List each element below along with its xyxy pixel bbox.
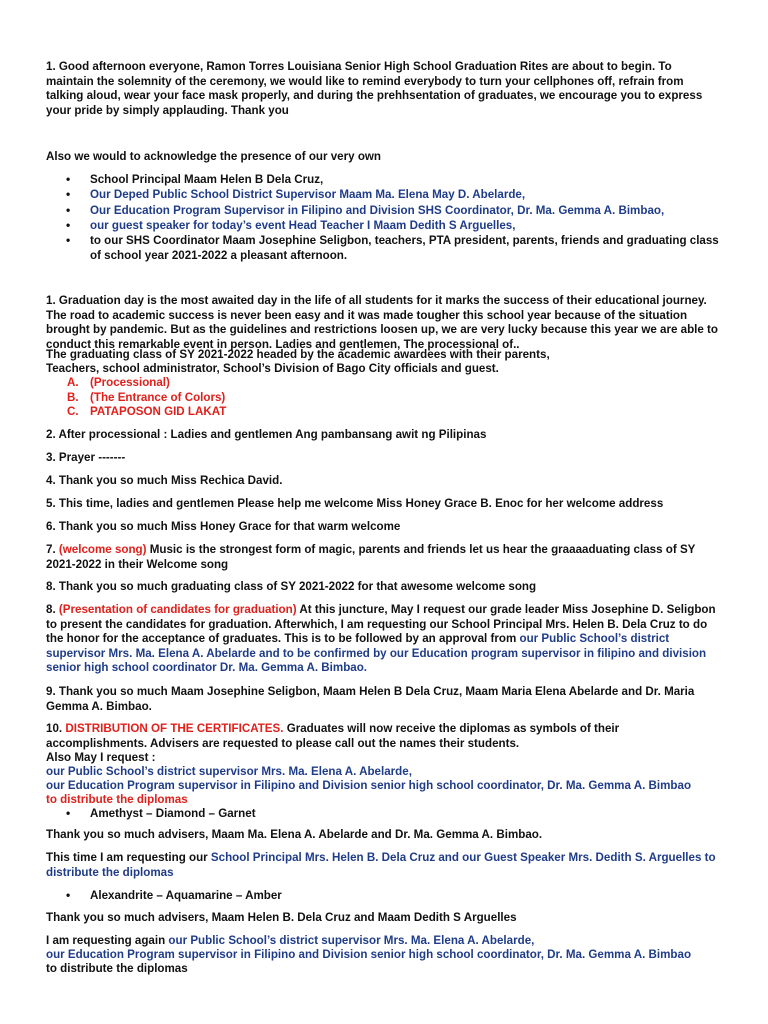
step-10: 10. DISTRIBUTION OF THE CERTIFICATES. Graduates will now receive the diplomas as symbols of their accomplishments. Advisers are requested to please call out the names their students. (46, 722, 620, 750)
step-10-request-line3: to distribute the diplomas (46, 793, 188, 806)
request-3-line3: to distribute the diplomas (46, 962, 188, 975)
list-item: • School Principal Maam Helen B Dela Cruz, (46, 172, 722, 187)
acknowledgement-list (46, 172, 722, 264)
step-2: 2. After processional : Ladies and gentlemen Ang pambansang awit ng Pilipinas (46, 428, 487, 441)
step-10-request-line1: our Public School’s district supervisor Mrs. Ma. Elena A. Abelarde, (46, 765, 412, 778)
step-6: 6. Thank you so much Miss Honey Grace for that warm welcome (46, 520, 401, 533)
list-item: A. (Processional) (67, 376, 170, 389)
section-list-1 (46, 806, 722, 821)
step-8-presentation: 8. (Presentation of candidates for graduation) At this juncture, May I request our grade leader Miss Josephine D. Seligbon to present the candidates for graduation. Afterwhich, I am requesting our School Principal Mrs. Helen B. Dela Cruz to do the honor for the acceptance of graduates. This is to be followed by an approval from our Public School’s district supervisor Mrs. Ma. Elena A. Abelarde and to be confirmed by our Education program supervisor in filipino and division senior high school coordinator Dr. Ma. Gemma A. Bimbao. (46, 603, 716, 675)
list-item: • Our Deped Public School District Supervisor Maam Ma. Elena May D. Abelarde, (46, 187, 722, 202)
graduation-paragraph-line3: Teachers, school administrator, School’s Division of Bago City officials and guest. (46, 362, 499, 375)
acknowledgement-intro: Also we would to acknowledge the presence of our very own (46, 150, 381, 163)
request-3: I am requesting again our Public School’s district supervisor Mrs. Ma. Elena A. Abelarde, (46, 934, 535, 947)
opening-paragraph: 1. Good afternoon everyone, Ramon Torres Louisiana Senior High School Graduation Rites are about to begin. To maintain the solemnity of the ceremony, we would like to remind everybody to turn your cellphones off, refrain from talking aloud, wear your face mask properly, and during the prehhsentation of graduates, we encourage you to express your pride by simply applauding. Thank you (46, 60, 703, 117)
step-4: 4. Thank you so much Miss Rechica David. (46, 474, 283, 487)
section-list-2 (46, 888, 722, 903)
list-item: • Our Education Program Supervisor in Filipino and Division SHS Coordinator, Dr. Ma. Gemma A. Bimbao, (46, 203, 722, 218)
list-item: B. (The Entrance of Colors) (67, 390, 226, 404)
graduation-paragraph: 1. Graduation day is the most awaited day in the life of all students for it marks the success of their educational journey. The road to academic success is never been easy and it was made tougher this school year because of the situation brought by pandemic. But as the guidelines and restrictions loosen up, we are very lucky because this year we are able to conduct this remarkable event in person. Ladies and gentlemen, The processional of.. (46, 294, 718, 351)
thanks-advisers-1: Thank you so much advisers, Maam Ma. Elena A. Abelarde and Dr. Ma. Gemma A. Bimbao. (46, 828, 543, 841)
list-item: • Amethyst – Diamond – Garnet (46, 806, 722, 821)
step-3: 3. Prayer ------- (46, 451, 126, 464)
step-10-request: Also May I request : (46, 751, 156, 764)
step-10-request-line2: our Education Program supervisor in Filipino and Division senior high school coordinator, Dr. Ma. Gemma A. Bimbao (46, 779, 692, 792)
thanks-advisers-2: Thank you so much advisers, Maam Helen B. Dela Cruz and Maam Dedith S Arguelles (46, 911, 517, 924)
request-3-line2: our Education Program supervisor in Filipino and Division senior high school coordinator, Dr. Ma. Gemma A. Bimbao (46, 948, 692, 961)
list-item: • Alexandrite – Aquamarine – Amber (46, 888, 722, 903)
list-item: • to our SHS Coordinator Maam Josephine Seligbon, teachers, PTA president, parents, friends and graduating class of school year 2021-2022 a pleasant afternoon. (46, 233, 722, 264)
step-8: 8. Thank you so much graduating class of SY 2021-2022 for that awesome welcome song (46, 580, 537, 593)
request-2: This time I am requesting our School Principal Mrs. Helen B. Dela Cruz and our Guest Speaker Mrs. Dedith S. Arguelles to distribute the diplomas (46, 851, 716, 879)
list-item: • our guest speaker for today’s event Head Teacher I Maam Dedith S Arguelles, (46, 218, 722, 233)
step-5: 5. This time, ladies and gentlemen Please help me welcome Miss Honey Grace B. Enoc for her welcome address (46, 497, 664, 510)
processional-list (46, 376, 722, 420)
step-9: 9. Thank you so much Maam Josephine Seligbon, Maam Helen B Dela Cruz, Maam Maria Elena Abelarde and Dr. Maria Gemma A. Bimbao. (46, 685, 695, 713)
list-item: C. PATAPOSON GID LAKAT (67, 405, 227, 419)
step-7: 7. (welcome song) Music is the strongest form of magic, parents and friends let us hear the graaaaduating class of SY 2021-2022 in their Welcome song (46, 543, 696, 571)
graduation-paragraph-line2: The graduating class of SY 2021-2022 headed by the academic awardees with their parents, (46, 348, 550, 361)
